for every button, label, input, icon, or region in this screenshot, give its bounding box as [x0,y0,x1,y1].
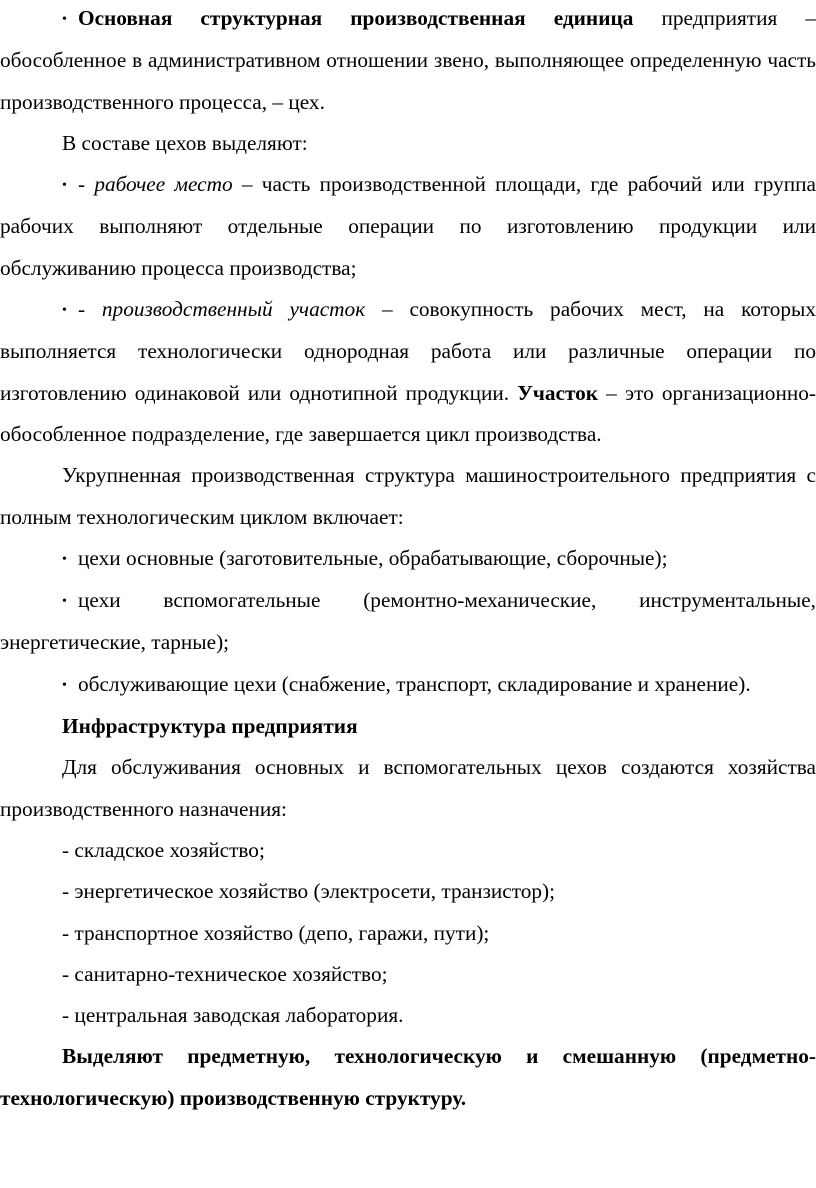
paragraph-enlarged-structure [0,455,816,538]
list-item-main-workshops [0,538,816,580]
list-item: - энергетическое хозяйство (электросети, транзистор); [62,879,556,904]
list-item: - складское хозяйство; [62,837,265,862]
bullet-icon: • [62,677,67,693]
bullet-icon: • [62,178,67,194]
list-item: - санитарно-техническое хозяйство; [62,961,388,986]
term-production-section: производственный участок [101,297,366,322]
paragraph-text: – совокупность рабочих мест, на которых выполняется технологически однородная работа или различные операции по изготовлению одинаковой или однотипной продукции. [0,297,816,405]
paragraph-workshop-composition [0,123,816,164]
paragraph-workplace [0,164,816,289]
paragraph-text: Для обслуживания основных и вспомогательных цехов создаются хозяйства производственного назначения: [0,755,816,821]
list-item-text: цехи основные (заготовительные, обрабатывающие, сборочные); [78,545,668,570]
bullet-icon: • [62,551,67,567]
paragraph-text: предприятия – обособленное в административном отношении звено, выполняющее определенную часть производственного процесса, – цех. [0,6,816,114]
paragraph-production-unit [0,0,816,123]
term-section: Участок [517,380,599,405]
list-item-text: цехи вспомогательные (ремонтно-механические, инструментальные, энергетические, тарные); [0,588,816,655]
paragraph-facilities [0,747,816,830]
list-item-text: обслуживающие цехи (снабжение, транспорт, складирование и хранение). [78,671,751,696]
paragraph-production-section [0,289,816,455]
list-item-auxiliary-workshops [0,580,816,664]
bullet-icon: • [62,303,67,319]
paragraph-structure-types [0,1036,816,1119]
paragraph-text: Укрупненная производственная структура машиностроительного предприятия с полным технологическим циклом включает: [0,463,816,529]
dash: - [78,297,102,322]
bullet-icon: • [62,594,67,610]
paragraph-text: – часть производственной площади, где рабочий или группа рабочих выполняют отдельные операции по изготовлению продукции или обслуживанию процесса производства; [0,172,816,280]
paragraph-text: – это организационно-обособленное подразделение, где завершается цикл производства. [0,380,816,446]
list-item: - центральная заводская лаборатория. [62,1003,404,1028]
term-workplace: рабочее место [94,172,233,197]
dash: - [78,172,95,197]
section-heading: Инфраструктура предприятия [62,714,358,739]
list-item-service-workshops [0,664,816,706]
paragraph-text: Выделяют предметную, технологическую и смешанную (предметно-технологическую) производственную структуру. [0,1044,816,1110]
bullet-icon: • [62,12,67,27]
list-item: - транспортное хозяйство (депо, гаражи, пути); [62,920,490,945]
term-main-unit: Основная структурная производственная единица [78,6,634,30]
paragraph-text: В составе цехов выделяют: [62,130,308,155]
